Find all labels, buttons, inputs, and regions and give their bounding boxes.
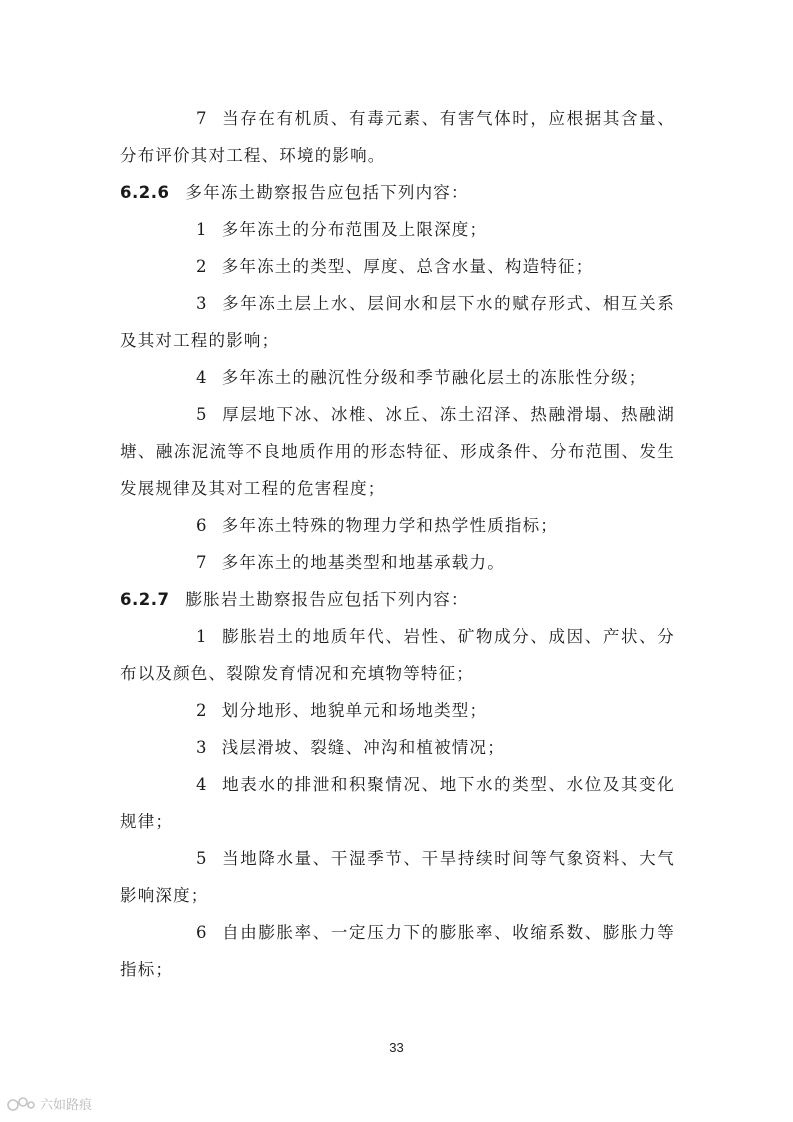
- paragraph-text: 膨胀岩土勘察报告应包括下列内容：: [185, 590, 469, 609]
- list-item: [120, 396, 675, 507]
- list-item: [120, 359, 675, 396]
- item-number: 3: [196, 294, 208, 313]
- paragraph-text: 膨胀岩土的地质年代、岩性、矿物成分、成因、产状、分布以及颜色、裂隙发育情况和充填物等特征；: [120, 627, 675, 683]
- list-item: [120, 100, 675, 174]
- paragraph-text: 厚层地下冰、冰椎、冰丘、冻土沼泽、热融滑塌、热融湖塘、融冻泥流等不良地质作用的形态特征、形成条件、分布范围、发生发展规律及其对工程的危害程度；: [120, 405, 675, 498]
- list-item: [120, 507, 675, 544]
- paragraph-text: 多年冻土的融沉性分级和季节融化层土的冻胀性分级；: [221, 368, 647, 387]
- paragraph-text: 多年冻土特殊的物理力学和热学性质指标；: [221, 516, 559, 535]
- clause-number: 6.2.6: [120, 183, 170, 202]
- item-number: 1: [196, 627, 208, 646]
- list-item: [120, 766, 675, 840]
- paragraph-text: 多年冻土勘察报告应包括下列内容：: [185, 183, 469, 202]
- item-number: 4: [196, 368, 208, 387]
- paragraph-text: 多年冻土的分布范围及上限深度；: [221, 220, 488, 239]
- item-number: 7: [196, 553, 208, 572]
- clause-number: 6.2.7: [120, 590, 170, 609]
- list-item: [120, 692, 675, 729]
- paragraph-text: 地表水的排泄和积聚情况、地下水的类型、水位及其变化规律；: [120, 775, 675, 831]
- item-number: 5: [196, 849, 208, 868]
- item-number: 2: [196, 701, 208, 720]
- list-item: [120, 729, 675, 766]
- list-item: [120, 544, 675, 581]
- paragraph-text: 划分地形、地貌单元和场地类型；: [221, 701, 488, 720]
- clause-heading: [120, 581, 675, 618]
- paragraph-text: 多年冻土的类型、厚度、总含水量、构造特征；: [221, 257, 594, 276]
- paragraph-text: 多年冻土层上水、层间水和层下水的赋存形式、相互关系及其对工程的影响；: [120, 294, 675, 350]
- item-number: 7: [196, 109, 208, 128]
- list-item: [120, 840, 675, 914]
- item-number: 6: [196, 923, 208, 942]
- list-item: [120, 248, 675, 285]
- list-item: [120, 285, 675, 359]
- item-number: 3: [196, 738, 208, 757]
- list-item: [120, 618, 675, 692]
- watermark: [6, 1094, 92, 1113]
- clause-heading: [120, 174, 675, 211]
- item-number: 6: [196, 516, 208, 535]
- paragraph-text: 自由膨胀率、一定压力下的膨胀率、收缩系数、膨胀力等指标；: [120, 923, 675, 979]
- item-number: 2: [196, 257, 208, 276]
- paragraph-text: 多年冻土的地基类型和地基承载力。: [221, 553, 505, 572]
- watermark-logo-icon: [6, 1096, 36, 1112]
- paragraph-text: 当存在有机质、有毒元素、有害气体时，应根据其含量、分布评价其对工程、环境的影响。: [120, 109, 675, 165]
- list-item: [120, 211, 675, 248]
- list-item: [120, 914, 675, 988]
- page-number: 33: [389, 1040, 404, 1055]
- paragraph-text: 浅层滑坡、裂缝、冲沟和植被情况；: [221, 738, 505, 757]
- item-number: 5: [196, 405, 208, 424]
- watermark-text: 六如路痕: [40, 1098, 93, 1113]
- paragraph-text: 当地降水量、干湿季节、干旱持续时间等气象资料、大气影响深度；: [120, 849, 675, 905]
- item-number: 1: [196, 220, 208, 239]
- item-number: 4: [196, 775, 208, 794]
- document-body: [120, 100, 675, 988]
